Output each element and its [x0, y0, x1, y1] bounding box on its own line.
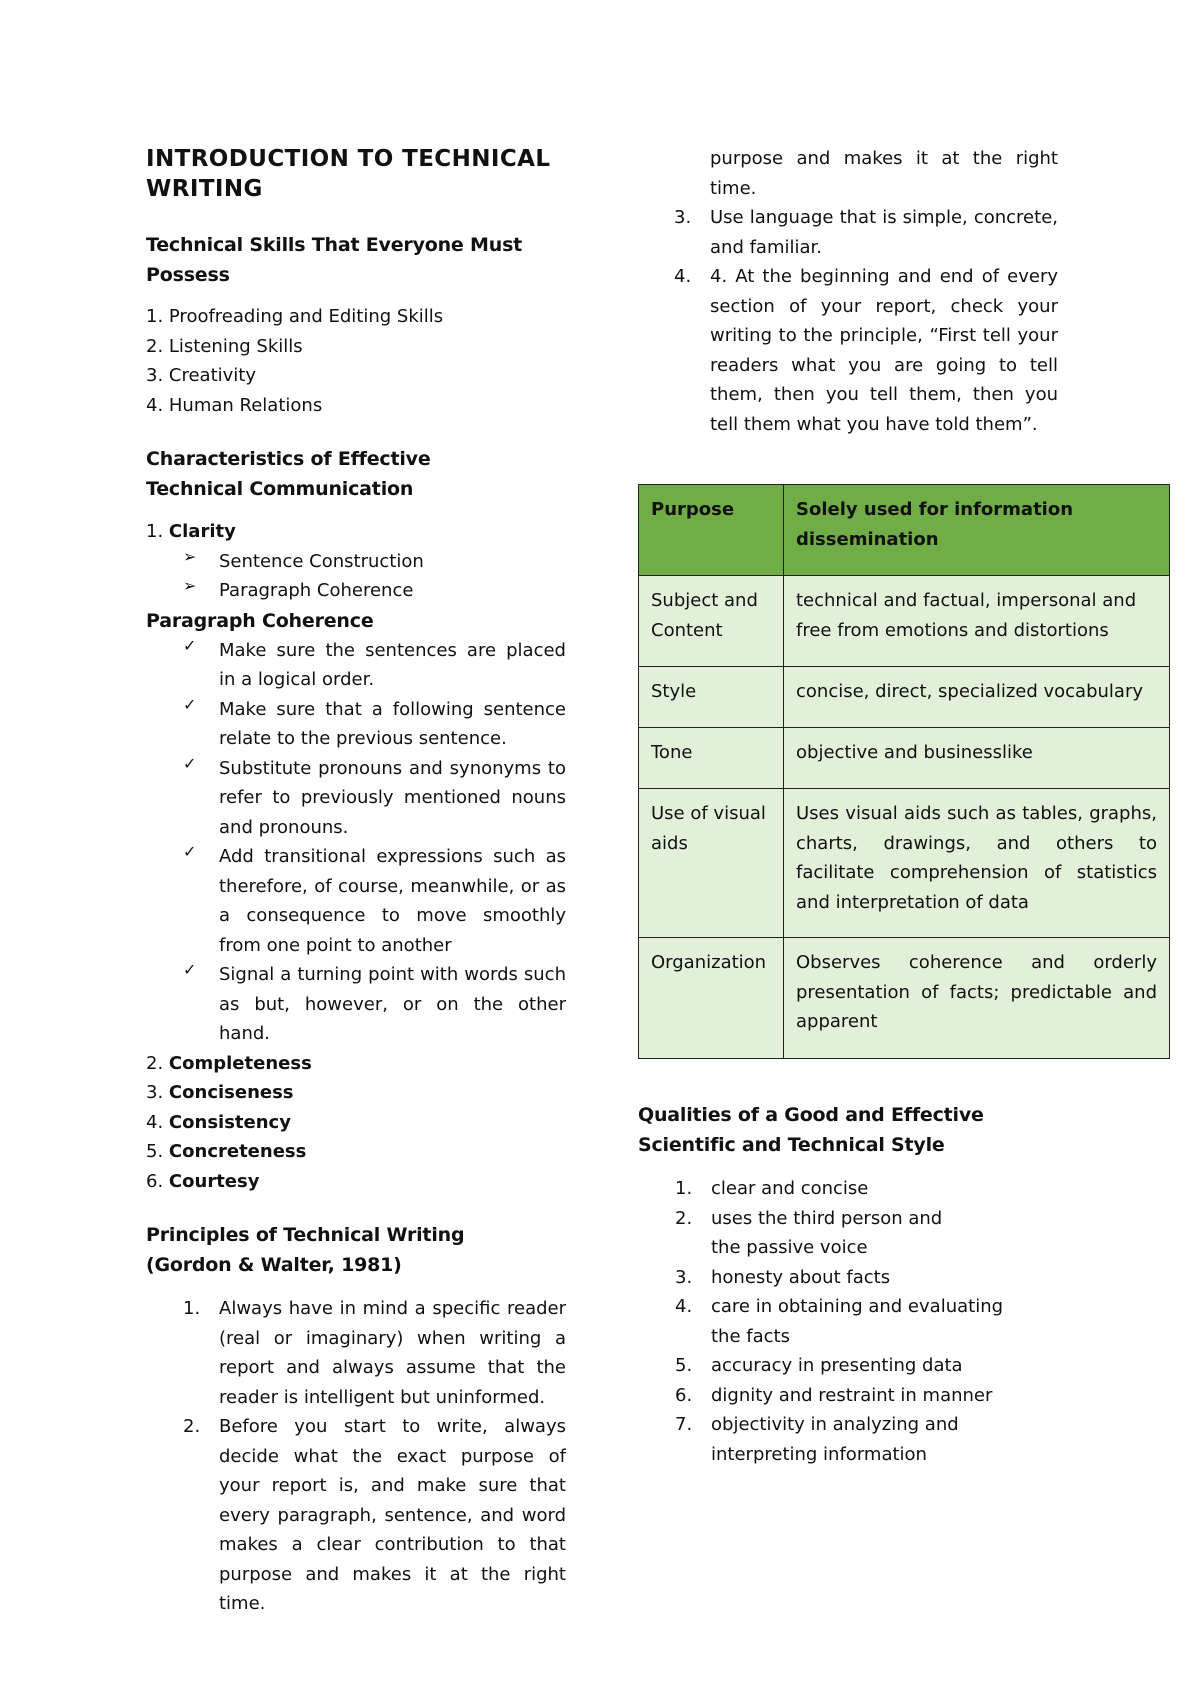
list-item: 2. uses the third person and the passive voice [675, 1207, 943, 1258]
qualities-heading: Qualities of a Good and Effective Scientific and Technical Style [638, 1104, 984, 1156]
table-cell: Uses visual aids such as tables, graphs, charts, drawings, and others to facilitate comprehension of statistics and interpretation of data [784, 789, 1170, 938]
check-icon: ✓ [183, 753, 197, 773]
list-item: 3. honesty about facts [675, 1266, 891, 1288]
table-cell: Solely used for information dissemination [784, 485, 1170, 576]
list-item: 3. Use language that is simple, concrete, and familiar. [674, 207, 1058, 258]
page-title: INTRODUCTION TO TECHNICAL WRITING [146, 146, 551, 202]
list-item: 2. Completeness [146, 1052, 312, 1074]
table-cell: Organization [639, 938, 784, 1059]
principle-continuation: purpose and makes it at the right time. [710, 148, 1058, 199]
table-cell: technical and factual, impersonal and free from emotions and distortions [784, 576, 1170, 667]
list-item: 2. Before you start to write, always decide what the exact purpose of your report is, and make sure that every paragraph, sentence, and word makes a clear contribution to that purpose and makes it at the right time. [183, 1416, 566, 1614]
qualities-section [638, 1100, 1058, 1469]
list-item: 4. Consistency [146, 1111, 291, 1133]
list-item: 2. Listening Skills [146, 335, 303, 357]
list-item: 1. clear and concise [675, 1178, 869, 1199]
list-item: 6. Courtesy [146, 1170, 260, 1192]
list-item: 3. Conciseness [146, 1082, 294, 1103]
list-item: ✓ Make sure the sentences are placed in a logical order. [183, 636, 566, 695]
table-row [639, 667, 1170, 728]
list-item: 1. Always have in mind a specific reader (real or imaginary) when writing a report and always assume that the reader is intelligent but uninformed. [183, 1298, 566, 1408]
skills-list [146, 302, 566, 420]
list-item: 5. Concreteness [146, 1141, 307, 1162]
table-row [639, 938, 1170, 1059]
list-item: 7. objectivity in analyzing and interpreting information [675, 1414, 959, 1465]
table-row [639, 728, 1170, 789]
coherence-heading: Paragraph Coherence [146, 609, 374, 632]
clarity-item [146, 517, 566, 547]
list-item: ✓ Signal a turning point with words such as but, however, or on the other hand. [183, 960, 566, 1049]
table-cell: concise, direct, specialized vocabulary [784, 667, 1170, 728]
clarity-number: 1. [146, 521, 164, 542]
table-cell: Subject and Content [639, 576, 784, 667]
qualities-list [638, 1174, 1058, 1469]
skills-heading: Technical Skills That Everyone Must Possess [146, 234, 523, 286]
list-item: ➢ Paragraph Coherence [183, 576, 566, 606]
left-column [146, 144, 566, 1648]
table-cell: Style [639, 667, 784, 728]
check-icon: ✓ [183, 960, 197, 979]
check-icon: ✓ [183, 694, 197, 714]
clarity-label: Clarity [168, 521, 236, 542]
list-item: ✓ Substitute pronouns and synonyms to refer to previously mentioned nouns and pronouns. [183, 754, 566, 843]
check-icon: ✓ [183, 842, 197, 861]
list-item: 1. Proofreading and Editing Skills [146, 306, 444, 327]
list-item: ✓ Make sure that a following sentence relate to the previous sentence. [183, 695, 566, 754]
table-cell: objective and businesslike [784, 728, 1170, 789]
table-cell: Observes coherence and orderly presentation of facts; predictable and apparent [784, 938, 1170, 1059]
right-column [638, 144, 1170, 439]
table-row [639, 576, 1170, 667]
arrow-bullet-icon: ➢ [183, 546, 197, 566]
table-cell: Purpose [639, 485, 784, 576]
characteristics-heading: Characteristics of Effective Technical Communication [146, 448, 431, 500]
principles-heading: Principles of Technical Writing (Gordon & Walter, 1981) [146, 1224, 465, 1276]
check-icon: ✓ [183, 635, 197, 655]
list-item: ➢ Sentence Construction [183, 547, 566, 577]
table-cell: Use of visual aids [639, 789, 784, 938]
list-item: 6. dignity and restraint in manner [675, 1384, 993, 1406]
list-item: 3. Creativity [146, 365, 256, 386]
list-item: 4. Human Relations [146, 394, 323, 416]
list-item: 4. 4. At the beginning and end of every section of your report, check your writing to the principle, “First tell your readers what you are going to tell them, then you tell them, then you tell them what you have told them”. [674, 266, 1058, 435]
list-item: ✓ Add transitional expressions such as therefore, of course, meanwhile, or as a consequence to move smoothly from one point to another [183, 842, 566, 960]
list-item: 4. care in obtaining and evaluating the facts [675, 1296, 1004, 1347]
table-header-row [639, 485, 1170, 576]
table-cell: Tone [639, 728, 784, 789]
characteristics-table [638, 484, 1170, 1059]
list-item: 5. accuracy in presenting data [675, 1355, 963, 1376]
arrow-bullet-icon: ➢ [183, 576, 197, 595]
table-row [639, 789, 1170, 938]
